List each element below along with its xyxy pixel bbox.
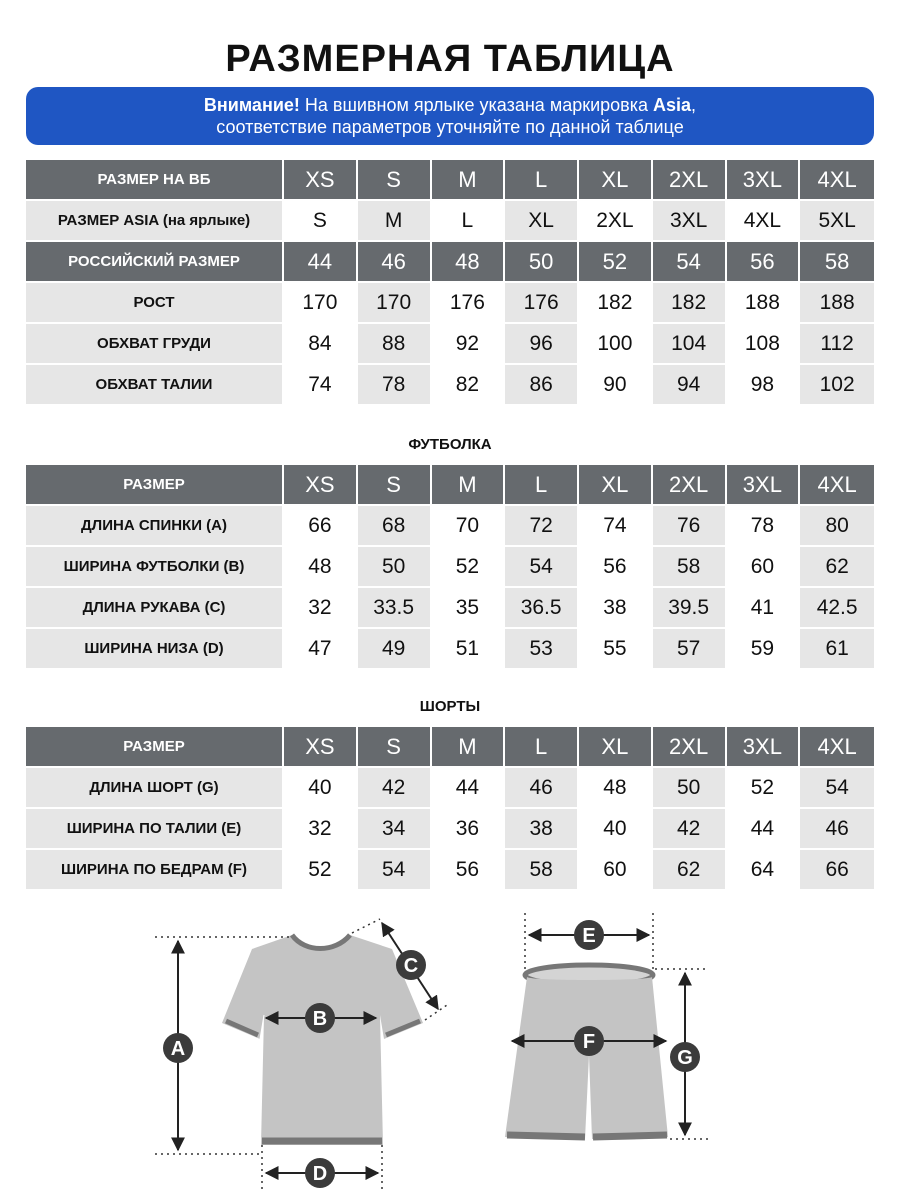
notice-line-2: соответствие параметров уточняйте по данной таблице — [216, 117, 684, 137]
main-table-cell: 92 — [432, 324, 506, 365]
tshirt-section-title: ФУТБОЛКА — [408, 436, 492, 453]
main-table-cell: 50 — [505, 242, 579, 283]
tshirt-table-row — [26, 465, 874, 506]
shorts-table-row-label: ДЛИНА ШОРТ (G) — [26, 768, 284, 809]
tshirt-table-cell: XS — [284, 465, 358, 506]
main-table-cell: 2XL — [653, 160, 727, 201]
shorts-table-cell: 64 — [727, 850, 801, 891]
tshirt-table-cell: 50 — [358, 547, 432, 588]
main-table-cell: 46 — [358, 242, 432, 283]
svg-text:E: E — [582, 925, 596, 947]
tshirt-table-cell: 59 — [727, 629, 801, 670]
shorts-table-cell: 46 — [505, 768, 579, 809]
tshirt-table-cell: 42.5 — [800, 588, 874, 629]
tshirt-table-cell: 52 — [432, 547, 506, 588]
tshirt-table-cell: 49 — [358, 629, 432, 670]
main-table-cell: S — [358, 160, 432, 201]
tshirt-table-cell: 55 — [579, 629, 653, 670]
notice-line-1: Внимание! На вшивном ярлыке указана маркировка Asia, — [203, 95, 697, 115]
main-table-cell: 182 — [579, 283, 653, 324]
main-table-cell: 104 — [653, 324, 727, 365]
main-table-cell: 4XL — [800, 160, 874, 201]
main-table-cell: 170 — [284, 283, 358, 324]
main-table-cell: 88 — [358, 324, 432, 365]
main-table-cell: 44 — [284, 242, 358, 283]
main-table-cell: S — [284, 201, 358, 242]
tshirt-table-cell: 66 — [284, 506, 358, 547]
main-table-cell: 3XL — [727, 160, 801, 201]
tshirt-table-row — [26, 588, 874, 629]
tshirt-table-row — [26, 506, 874, 547]
tshirt-table-cell: 39.5 — [653, 588, 727, 629]
main-table-cell: 82 — [432, 365, 506, 406]
tshirt-table-row-label: ДЛИНА СПИНКИ (A) — [26, 506, 284, 547]
shorts-table-cell: XS — [284, 727, 358, 768]
main-table-row — [26, 160, 874, 201]
shorts-table-row — [26, 727, 874, 768]
tshirt-table-cell: 47 — [284, 629, 358, 670]
main-table-cell: 56 — [727, 242, 801, 283]
shorts-table-cell: 2XL — [653, 727, 727, 768]
main-table-row — [26, 201, 874, 242]
shorts-table-cell: M — [432, 727, 506, 768]
shorts-table-row-label: ШИРИНА ПО ТАЛИИ (E) — [26, 809, 284, 850]
shorts-table-cell: S — [358, 727, 432, 768]
svg-text:F: F — [582, 1031, 596, 1053]
tshirt-table-cell: 38 — [579, 588, 653, 629]
shorts-table-cell: 60 — [579, 850, 653, 891]
main-table-cell: 94 — [653, 365, 727, 406]
shorts-table-cell: 56 — [432, 850, 506, 891]
shorts-table-cell: 42 — [653, 809, 727, 850]
main-table-cell: 90 — [579, 365, 653, 406]
shorts-table-row-label: ШИРИНА ПО БЕДРАМ (F) — [26, 850, 284, 891]
shorts-section-title: ШОРТЫ — [419, 698, 481, 715]
tshirt-table-cell: XL — [579, 465, 653, 506]
main-table-cell: 98 — [727, 365, 801, 406]
tshirt-table-cell: 54 — [505, 547, 579, 588]
main-table-row — [26, 365, 874, 406]
tshirt-table-cell: 72 — [505, 506, 579, 547]
shorts-table-cell: L — [505, 727, 579, 768]
main-table-cell: XL — [579, 160, 653, 201]
tshirt-table-cell: L — [505, 465, 579, 506]
tshirt-table-cell: 3XL — [727, 465, 801, 506]
main-table-row-label: ОБХВАТ ТАЛИИ — [26, 365, 284, 406]
main-table-cell: M — [432, 160, 506, 201]
shorts-table-cell: 38 — [505, 809, 579, 850]
tshirt-table-cell: 53 — [505, 629, 579, 670]
main-table-cell: XL — [505, 201, 579, 242]
shorts-table-cell: 54 — [800, 768, 874, 809]
shorts-table-cell: XL — [579, 727, 653, 768]
main-table-cell: 5XL — [800, 201, 874, 242]
tshirt-table-cell: 61 — [800, 629, 874, 670]
main-table-cell: 108 — [727, 324, 801, 365]
tshirt-table-cell: 36.5 — [505, 588, 579, 629]
shorts-table-cell: 50 — [653, 768, 727, 809]
tshirt-table-cell: 57 — [653, 629, 727, 670]
shorts-table-cell: 52 — [727, 768, 801, 809]
main-table-cell: 112 — [800, 324, 874, 365]
shorts-size-table — [26, 727, 874, 891]
tshirt-table-cell: 60 — [727, 547, 801, 588]
shorts-table-row — [26, 768, 874, 809]
shorts-table-cell: 3XL — [727, 727, 801, 768]
shorts-table-cell: 44 — [727, 809, 801, 850]
tshirt-table-cell: S — [358, 465, 432, 506]
main-table-cell: 182 — [653, 283, 727, 324]
main-table-cell: 84 — [284, 324, 358, 365]
main-table-cell: 52 — [579, 242, 653, 283]
shorts-table-cell: 4XL — [800, 727, 874, 768]
svg-text:A: A — [170, 1038, 186, 1060]
main-table-cell: L — [505, 160, 579, 201]
tshirt-table-row — [26, 547, 874, 588]
tshirt-table-cell: 58 — [653, 547, 727, 588]
main-table-row-label: РОСТ — [26, 283, 284, 324]
notice-banner — [26, 87, 874, 145]
main-table-cell: 188 — [800, 283, 874, 324]
main-table-cell: 58 — [800, 242, 874, 283]
main-size-table — [26, 160, 874, 406]
main-table-cell: L — [432, 201, 506, 242]
tshirt-illustration — [222, 935, 423, 1145]
svg-text:D: D — [312, 1163, 328, 1185]
shorts-table-cell: 42 — [358, 768, 432, 809]
shorts-table-row — [26, 850, 874, 891]
measurement-diagram — [0, 905, 900, 1200]
shorts-table-cell: 48 — [579, 768, 653, 809]
tshirt-table-cell: 74 — [579, 506, 653, 547]
main-table-row-label: РАЗМЕР ASIA (на ярлыке) — [26, 201, 284, 242]
main-table-cell: XS — [284, 160, 358, 201]
tshirt-table-cell: M — [432, 465, 506, 506]
tshirt-table-cell: 51 — [432, 629, 506, 670]
shorts-table-row — [26, 809, 874, 850]
tshirt-table-cell: 70 — [432, 506, 506, 547]
main-table-cell: 48 — [432, 242, 506, 283]
main-table-cell: 54 — [653, 242, 727, 283]
svg-text:G: G — [677, 1047, 693, 1069]
tshirt-table-cell: 76 — [653, 506, 727, 547]
main-table-cell: 96 — [505, 324, 579, 365]
shorts-table-cell: 58 — [505, 850, 579, 891]
tshirt-table-cell: 62 — [800, 547, 874, 588]
tshirt-table-row-label: РАЗМЕР — [26, 465, 284, 506]
main-table-cell: 170 — [358, 283, 432, 324]
tshirt-table-cell: 41 — [727, 588, 801, 629]
svg-text:C: C — [403, 955, 419, 977]
shorts-table-cell: 54 — [358, 850, 432, 891]
main-table-row — [26, 242, 874, 283]
main-table-cell: 100 — [579, 324, 653, 365]
shorts-table-cell: 46 — [800, 809, 874, 850]
tshirt-size-table — [26, 465, 874, 670]
shorts-table-cell: 32 — [284, 809, 358, 850]
page-title: РАЗМЕРНАЯ ТАБЛИЦА — [225, 38, 675, 80]
main-table-cell: 86 — [505, 365, 579, 406]
main-table-cell: M — [358, 201, 432, 242]
shorts-table-cell: 66 — [800, 850, 874, 891]
shorts-table-cell: 44 — [432, 768, 506, 809]
tshirt-table-cell: 33.5 — [358, 588, 432, 629]
tshirt-table-cell: 48 — [284, 547, 358, 588]
svg-text:B: B — [312, 1008, 328, 1030]
tshirt-table-row — [26, 629, 874, 670]
tshirt-table-cell: 78 — [727, 506, 801, 547]
main-table-row-label: РАЗМЕР НА ВБ — [26, 160, 284, 201]
tshirt-table-row-label: ШИРИНА НИЗА (D) — [26, 629, 284, 670]
tshirt-table-cell: 4XL — [800, 465, 874, 506]
tshirt-table-row-label: ДЛИНА РУКАВА (C) — [26, 588, 284, 629]
main-table-cell: 102 — [800, 365, 874, 406]
tshirt-table-cell: 56 — [579, 547, 653, 588]
shorts-table-cell: 40 — [284, 768, 358, 809]
shorts-table-cell: 34 — [358, 809, 432, 850]
tshirt-table-row-label: ШИРИНА ФУТБОЛКИ (B) — [26, 547, 284, 588]
main-table-row — [26, 283, 874, 324]
shorts-table-cell: 62 — [653, 850, 727, 891]
main-table-cell: 74 — [284, 365, 358, 406]
tshirt-table-cell: 35 — [432, 588, 506, 629]
main-table-row-label: РОССИЙСКИЙ РАЗМЕР — [26, 242, 284, 283]
tshirt-table-cell: 2XL — [653, 465, 727, 506]
shorts-table-row-label: РАЗМЕР — [26, 727, 284, 768]
tshirt-table-cell: 68 — [358, 506, 432, 547]
main-table-row — [26, 324, 874, 365]
main-table-row-label: ОБХВАТ ГРУДИ — [26, 324, 284, 365]
tshirt-table-cell: 32 — [284, 588, 358, 629]
main-table-cell: 3XL — [653, 201, 727, 242]
tshirt-table-cell: 80 — [800, 506, 874, 547]
shorts-table-cell: 36 — [432, 809, 506, 850]
main-table-cell: 188 — [727, 283, 801, 324]
main-table-cell: 78 — [358, 365, 432, 406]
main-table-cell: 176 — [505, 283, 579, 324]
shorts-table-cell: 40 — [579, 809, 653, 850]
main-table-cell: 4XL — [727, 201, 801, 242]
main-table-cell: 176 — [432, 283, 506, 324]
shorts-table-cell: 52 — [284, 850, 358, 891]
main-table-cell: 2XL — [579, 201, 653, 242]
